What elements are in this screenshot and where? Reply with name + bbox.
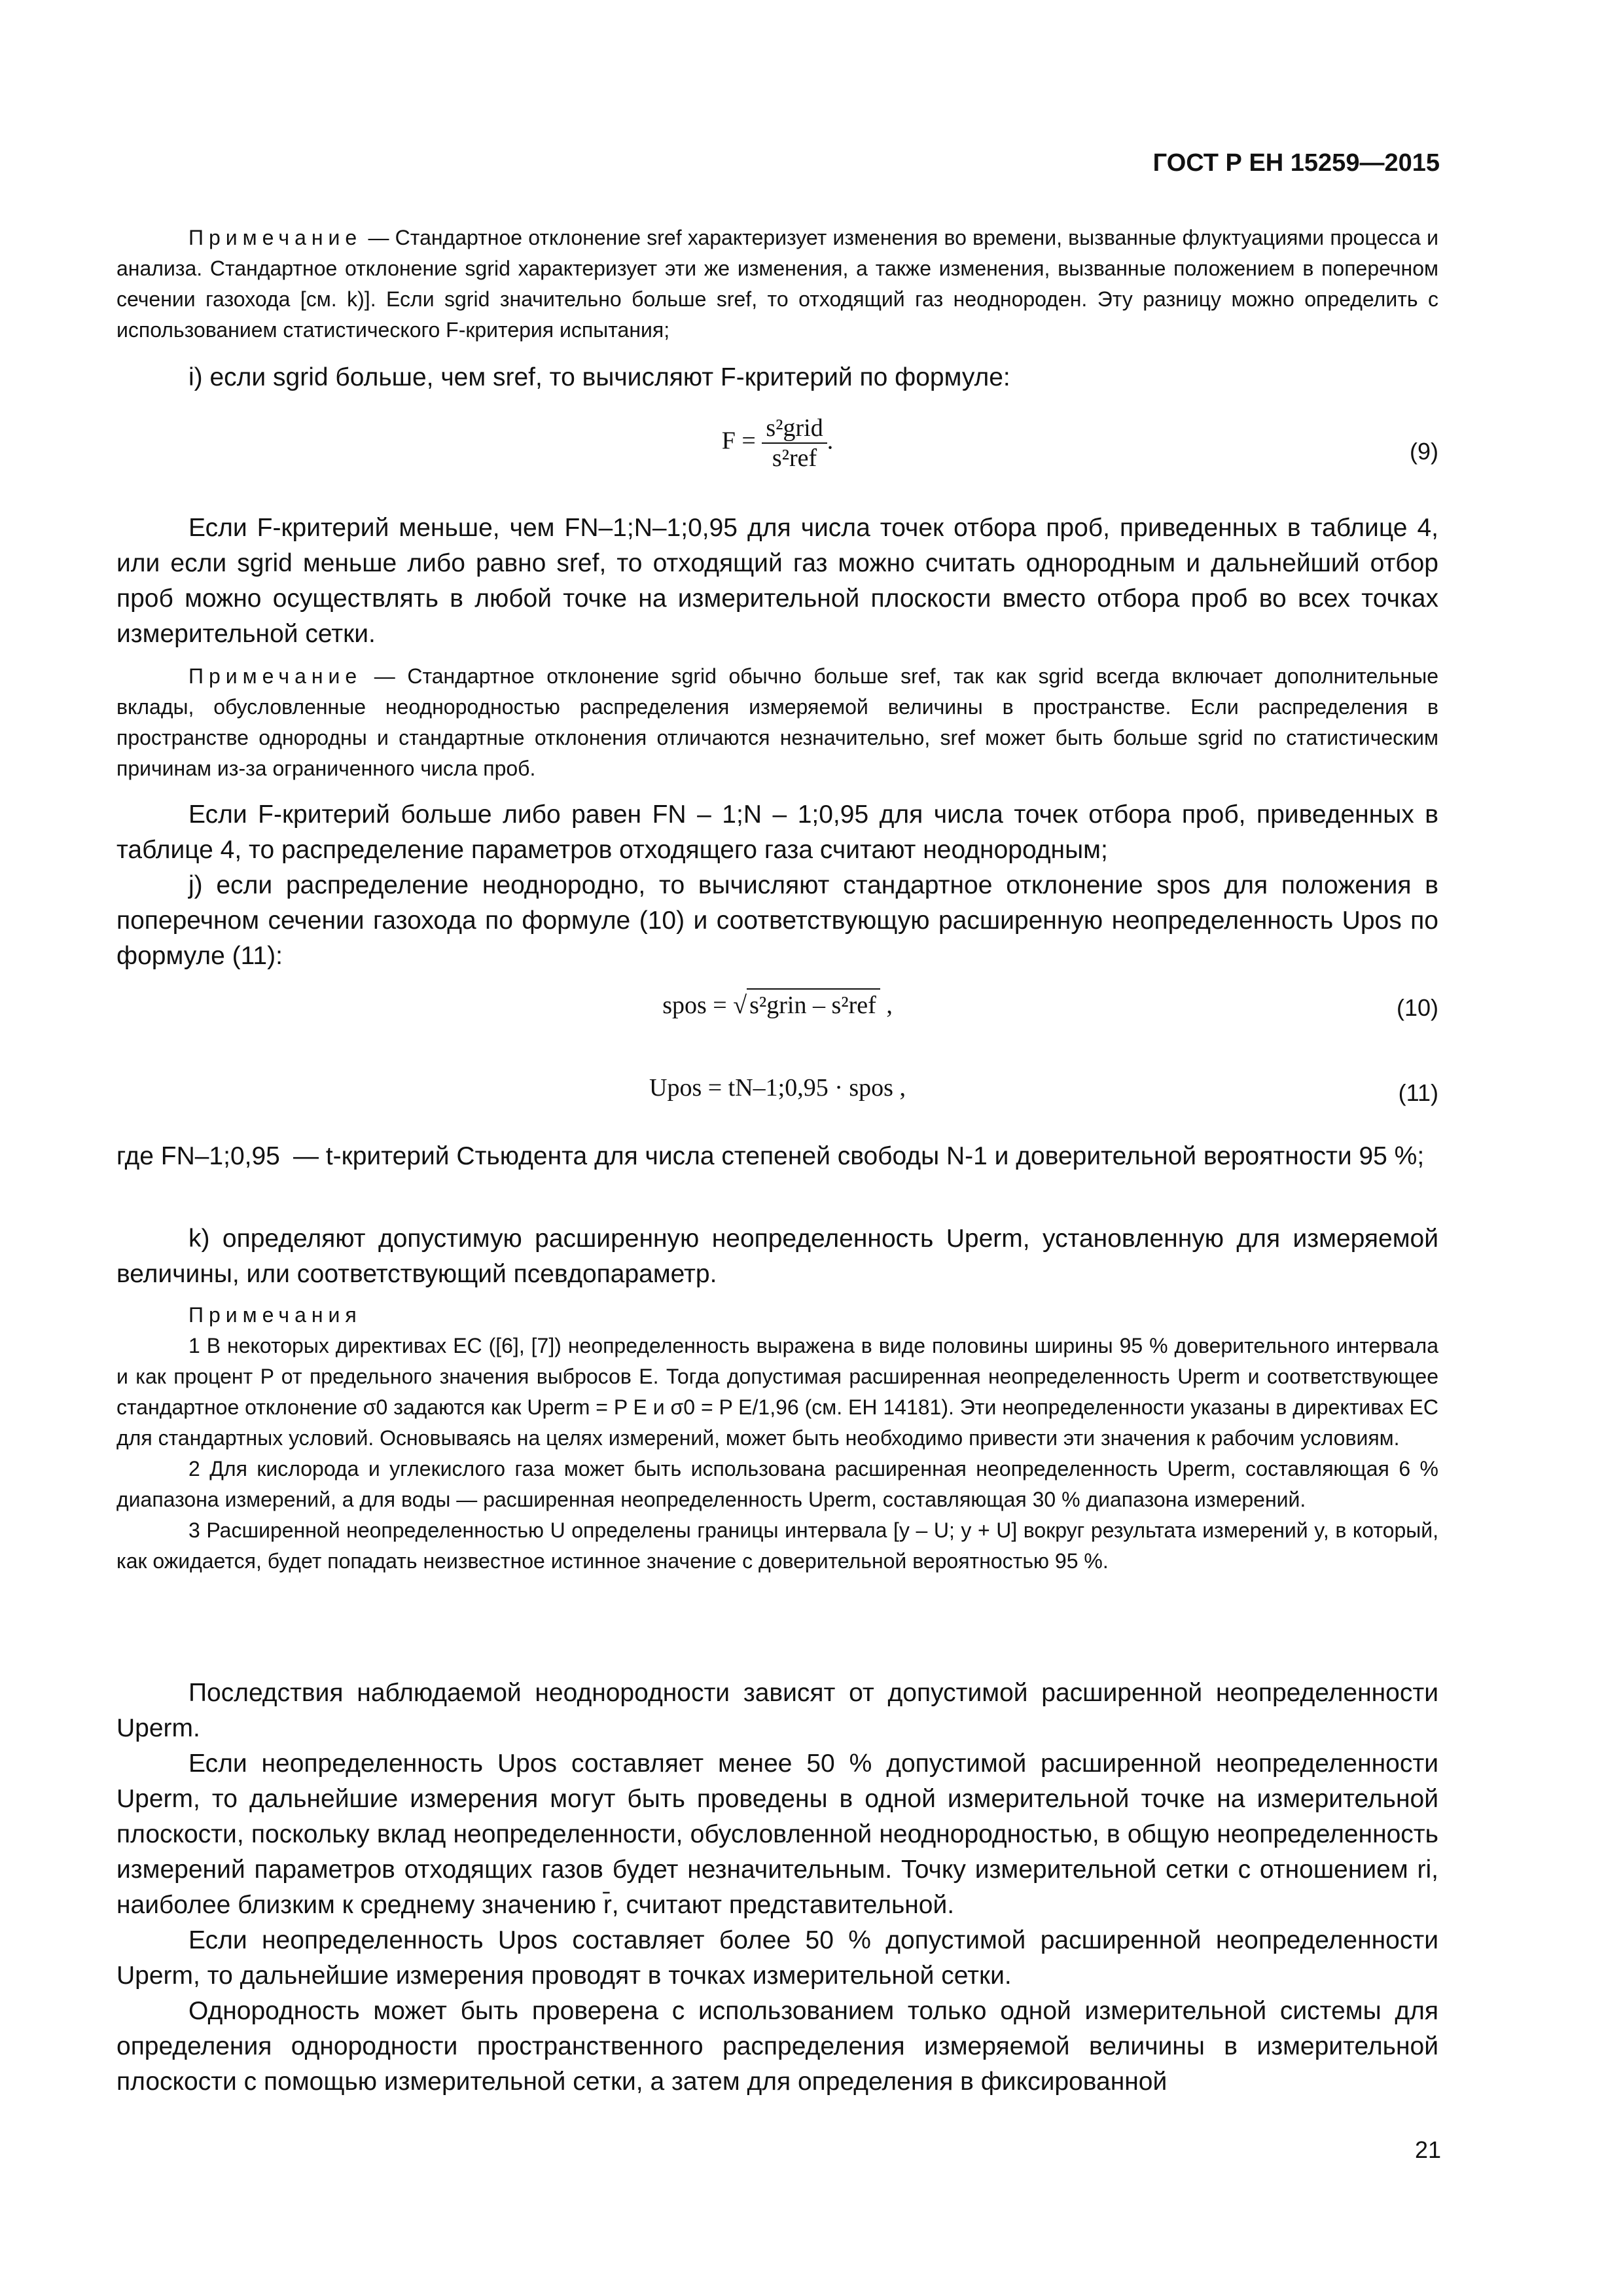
sqrt-sign: √	[733, 992, 747, 1019]
eq9-fraction	[762, 414, 827, 473]
eq10-tail: ,	[886, 992, 893, 1019]
note-1-lead: Примечание	[188, 226, 363, 249]
notes-block	[116, 1300, 1438, 1577]
item-j: j) если распределение неоднородно, то вычисляют стандартное отклонение spos для положения в поперечном сечении газохода по формуле (10) и соответствующую расширенную неопределенность Upos по формуле (11):	[116, 871, 1438, 970]
paragraph-f-less: Если F-критерий меньше, чем FN–1;N–1;0,95 для числа точек отбора проб, приведенных в таблице 4, или если sgrid меньше либо равно sref, то отходящий газ можно считать однородным и дальнейший отбор проб можно осуществлять в любой точке на измерительной плоскости вместо отбора проб во всех точках измерительной сетки.	[116, 514, 1438, 648]
note-2	[116, 661, 1438, 784]
where-label: где FN–1;0,95	[116, 1142, 280, 1170]
eq10-number: (10)	[1396, 994, 1438, 1021]
note-2-lead: Примечание	[188, 664, 363, 688]
note-2-text: — Стандартное отклонение sgrid обычно больше sref, так как sgrid всегда включает дополнительные вклады, обусловленные неоднородностью распределения измеряемой величины в пространстве. Если распределения в пространстве однородны и стандартные отклонения отличаются незначительно, sref может быть больше sgrid по статистическим причинам из-за ограниченного числа проб.	[116, 664, 1438, 780]
eq11-number: (11)	[1398, 1079, 1438, 1106]
paragraph-less-50: Если неопределенность Upos составляет менее 50 % допустимой расширенной неопределенности Uperm, то дальнейшие измерения могут быть проведены в одной измерительной точке на измерительной плоскости, поскольку вклад неопределенности, обусловленной неоднородностью, в общую неопределенность измерений параметров отходящих газов будет незначительным. Точку измерительной сетки с отношением ri, наиболее близким к среднему значению r̄, считают представительной.	[116, 1749, 1438, 1919]
eq10-radicand: s²grin – s²ref	[747, 988, 880, 1020]
where-text: — t-критерий Стьюдента для числа степеней свободы N-1 и доверительной вероятности 95 %;	[293, 1142, 1425, 1170]
equation-10	[116, 975, 1438, 1041]
eq9-number: (9)	[1410, 438, 1438, 465]
note-1	[116, 223, 1438, 346]
notes-title: Примечания	[188, 1303, 362, 1327]
note-item-1: 1 В некоторых директивах ЕС ([6], [7]) неопределенность выражена в виде половины ширины 95 % доверительного интервала и как процент P от предельного значения выбросов E. Тогда допустимая расширенная неопределенность Uperm и соответствующее стандартное отклонение σ0 задаются как Uperm = P E и σ0 = P E/1,96 (см. ЕН 14181). Эти неопределенности указаны в директивах ЕС для стандартных условий. Основываясь на целях измерений, может быть необходимо привести эти значения к рабочим условиям.	[116, 1334, 1439, 1450]
paragraph-consequences: Последствия наблюдаемой неоднородности зависят от допустимой расширенной неопределенности Uperm.	[116, 1679, 1438, 1742]
note-item-2: 2 Для кислорода и углекислого газа может быть использована расширенная неопределенность Uperm, составляющая 6 % диапазона измерений, а для воды — расширенная неопределенность Uperm, составляющая 30 % диапазона измерений.	[116, 1457, 1438, 1511]
equation-11	[116, 1060, 1438, 1126]
where-clause	[116, 1139, 1438, 1174]
item-k: k) определяют допустимую расширенную неопределенность Uperm, установленную для измеряемой величины, или соответствующий псевдопараметр.	[116, 1225, 1438, 1288]
paragraph-f-greater: Если F-критерий больше либо равен FN – 1;N – 1;0,95 для числа точек отбора проб, приведенных в таблице 4, то распределение параметров отходящего газа считают неоднородным;	[116, 800, 1438, 864]
item-i: i) если sgrid больше, чем sref, то вычисляют F-критерий по формуле:	[188, 363, 1010, 391]
eq9-tail: .	[827, 427, 834, 455]
page-number: 21	[1414, 2136, 1441, 2163]
eq9-lhs: F =	[721, 427, 756, 455]
eq9-denominator: s²ref	[772, 444, 817, 472]
paragraph-more-50: Если неопределенность Upos составляет более 50 % допустимой расширенной неопределенности Uperm, то дальнейшие измерения проводят в точках измерительной сетки.	[116, 1926, 1438, 1990]
closing-paragraphs	[116, 1676, 1438, 2100]
equation-9	[116, 406, 1438, 497]
eq10-lhs: spos =	[662, 992, 727, 1019]
document-header: ГОСТ Р ЕН 15259—2015	[1152, 149, 1440, 177]
eq9-numerator: s²grid	[762, 414, 827, 444]
note-item-3: 3 Расширенной неопределенностью U определены границы интервала [y – U; y + U] вокруг результата измерений y, в который, как ожидается, будет попадать неизвестное истинное значение с доверительной вероятностью 95 %.	[116, 1518, 1438, 1573]
paragraph-homogeneity: Однородность может быть проверена с использованием только одной измерительной системы для определения однородности пространственного распределения измеряемой величины в измерительной плоскости с помощью измерительной сетки, а затем для определения в фиксированной	[116, 1997, 1438, 2096]
note-1-text: — Стандартное отклонение sref характеризует изменения во времени, вызванные флуктуациями процесса и анализа. Стандартное отклонение sgrid характеризует эти же изменения, а также изменения, вызванные положением в поперечном сечении газохода [см. k)]. Если sgrid значительно больше sref, то отходящий газ неоднороден. Эту разницу можно определить с использованием статистического F-критерия испытания;	[116, 226, 1438, 342]
eq11-expression: Upos = tN–1;0,95 · spos ,	[649, 1074, 906, 1102]
